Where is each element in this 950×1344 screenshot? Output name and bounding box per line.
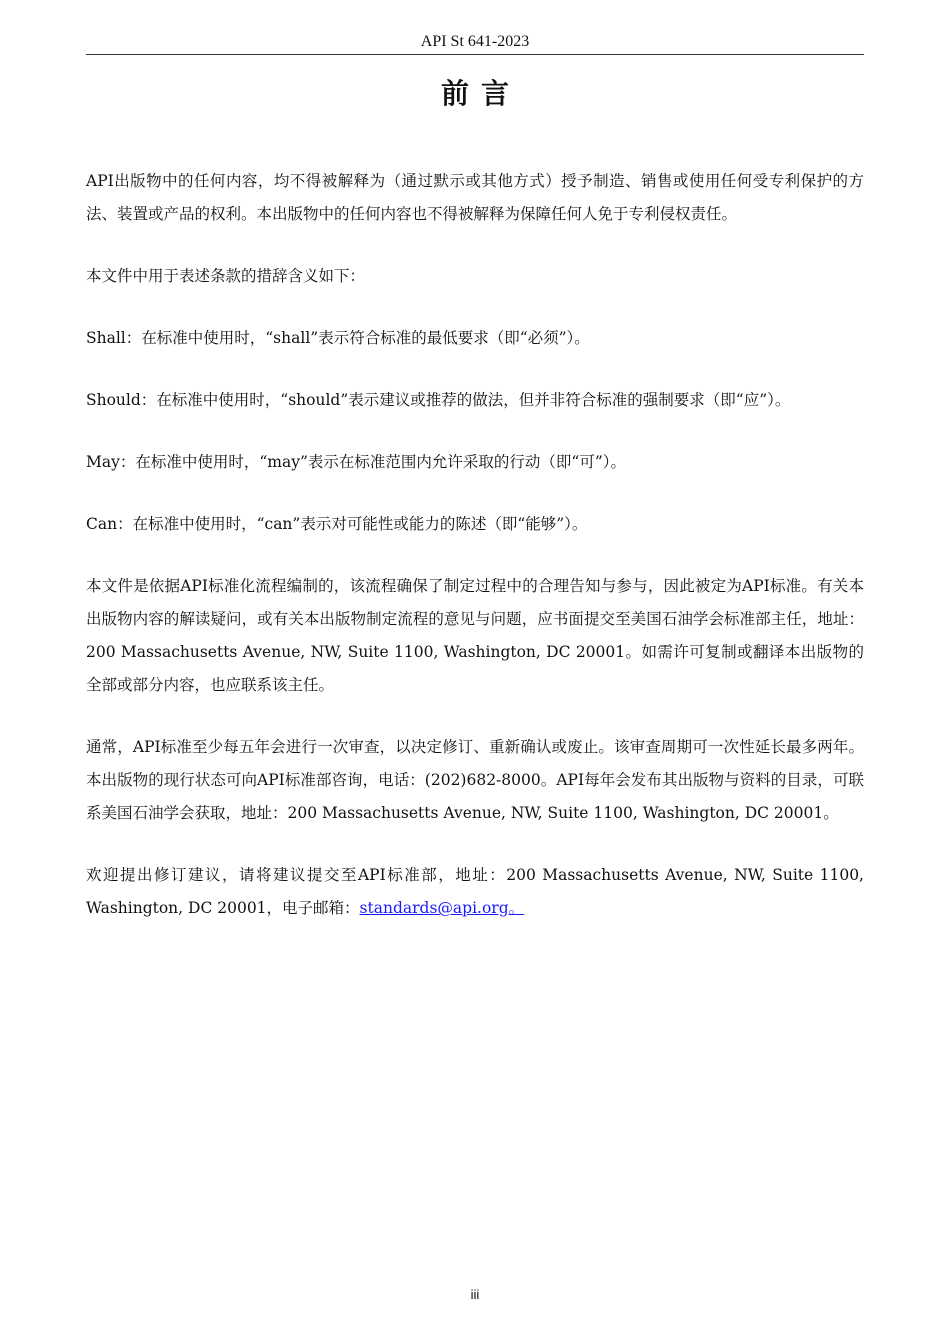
page-number: iii — [470, 1287, 480, 1302]
paragraph-terminology-intro: 本文件中用于表述条款的措辞含义如下： — [86, 267, 366, 285]
paragraph-may-definition: May：在标准中使用时，“may”表示在标准范围内允许采取的行动（即“可”）。 — [86, 453, 627, 471]
paragraph-revision-suggestions — [86, 859, 864, 925]
header-divider — [86, 54, 864, 55]
revision-suggestions-text: 欢迎提出修订建议，请将建议提交至API标准部，地址：200 Massachusetts Avenue, NW, Suite 1100, Washington, DC 20001，电子邮箱： — [86, 866, 864, 917]
running-header: API St 641-2023 — [420, 33, 530, 50]
foreword-body — [86, 165, 864, 954]
page-title: 前言 — [440, 77, 521, 110]
paragraph-patent-disclaimer: API出版物中的任何内容，均不得被解释为（通过默示或其他方式）授予制造、销售或使用任何受专利保护的方法、装置或产品的权利。本出版物中的任何内容也不得被解释为保障任何人免于专利侵权责任。 — [86, 172, 864, 223]
paragraph-shall-definition: Shall：在标准中使用时，“shall”表示符合标准的最低要求（即“必须”）。 — [86, 329, 590, 347]
paragraph-should-definition: Should：在标准中使用时，“should”表示建议或推荐的做法，但并非符合标准的强制要求（即“应”）。 — [86, 391, 791, 409]
email-link[interactable]: standards@api.org。 — [359, 899, 525, 917]
paragraph-can-definition: Can：在标准中使用时，“can”表示对可能性或能力的陈述（即“能够”）。 — [86, 515, 588, 533]
paragraph-review-cycle: 通常，API标准至少每五年会进行一次审查，以决定修订、重新确认或废止。该审查周期可一次性延长最多两年。本出版物的现行状态可向API标准部咨询，电话：(202)682-8000。API每年会发布其出版物与资料的目录，可联系美国石油学会获取，地址：200 Massachusetts Avenue, NW, Suite 1100, Washington, DC 20001。 — [86, 738, 864, 822]
paragraph-standards-process: 本文件是依据API标准化流程编制的，该流程确保了制定过程中的合理告知与参与，因此被定为API标准。有关本出版物内容的解读疑问，或有关本出版物制定流程的意见与问题，应书面提交至美国石油学会标准部主任，地址：200 Massachusetts Avenue, NW, Suite 1100, Washington, DC 20001。如需许可复制或翻译本出版物的全部或部分内容，也应联系该主任。 — [86, 577, 864, 694]
